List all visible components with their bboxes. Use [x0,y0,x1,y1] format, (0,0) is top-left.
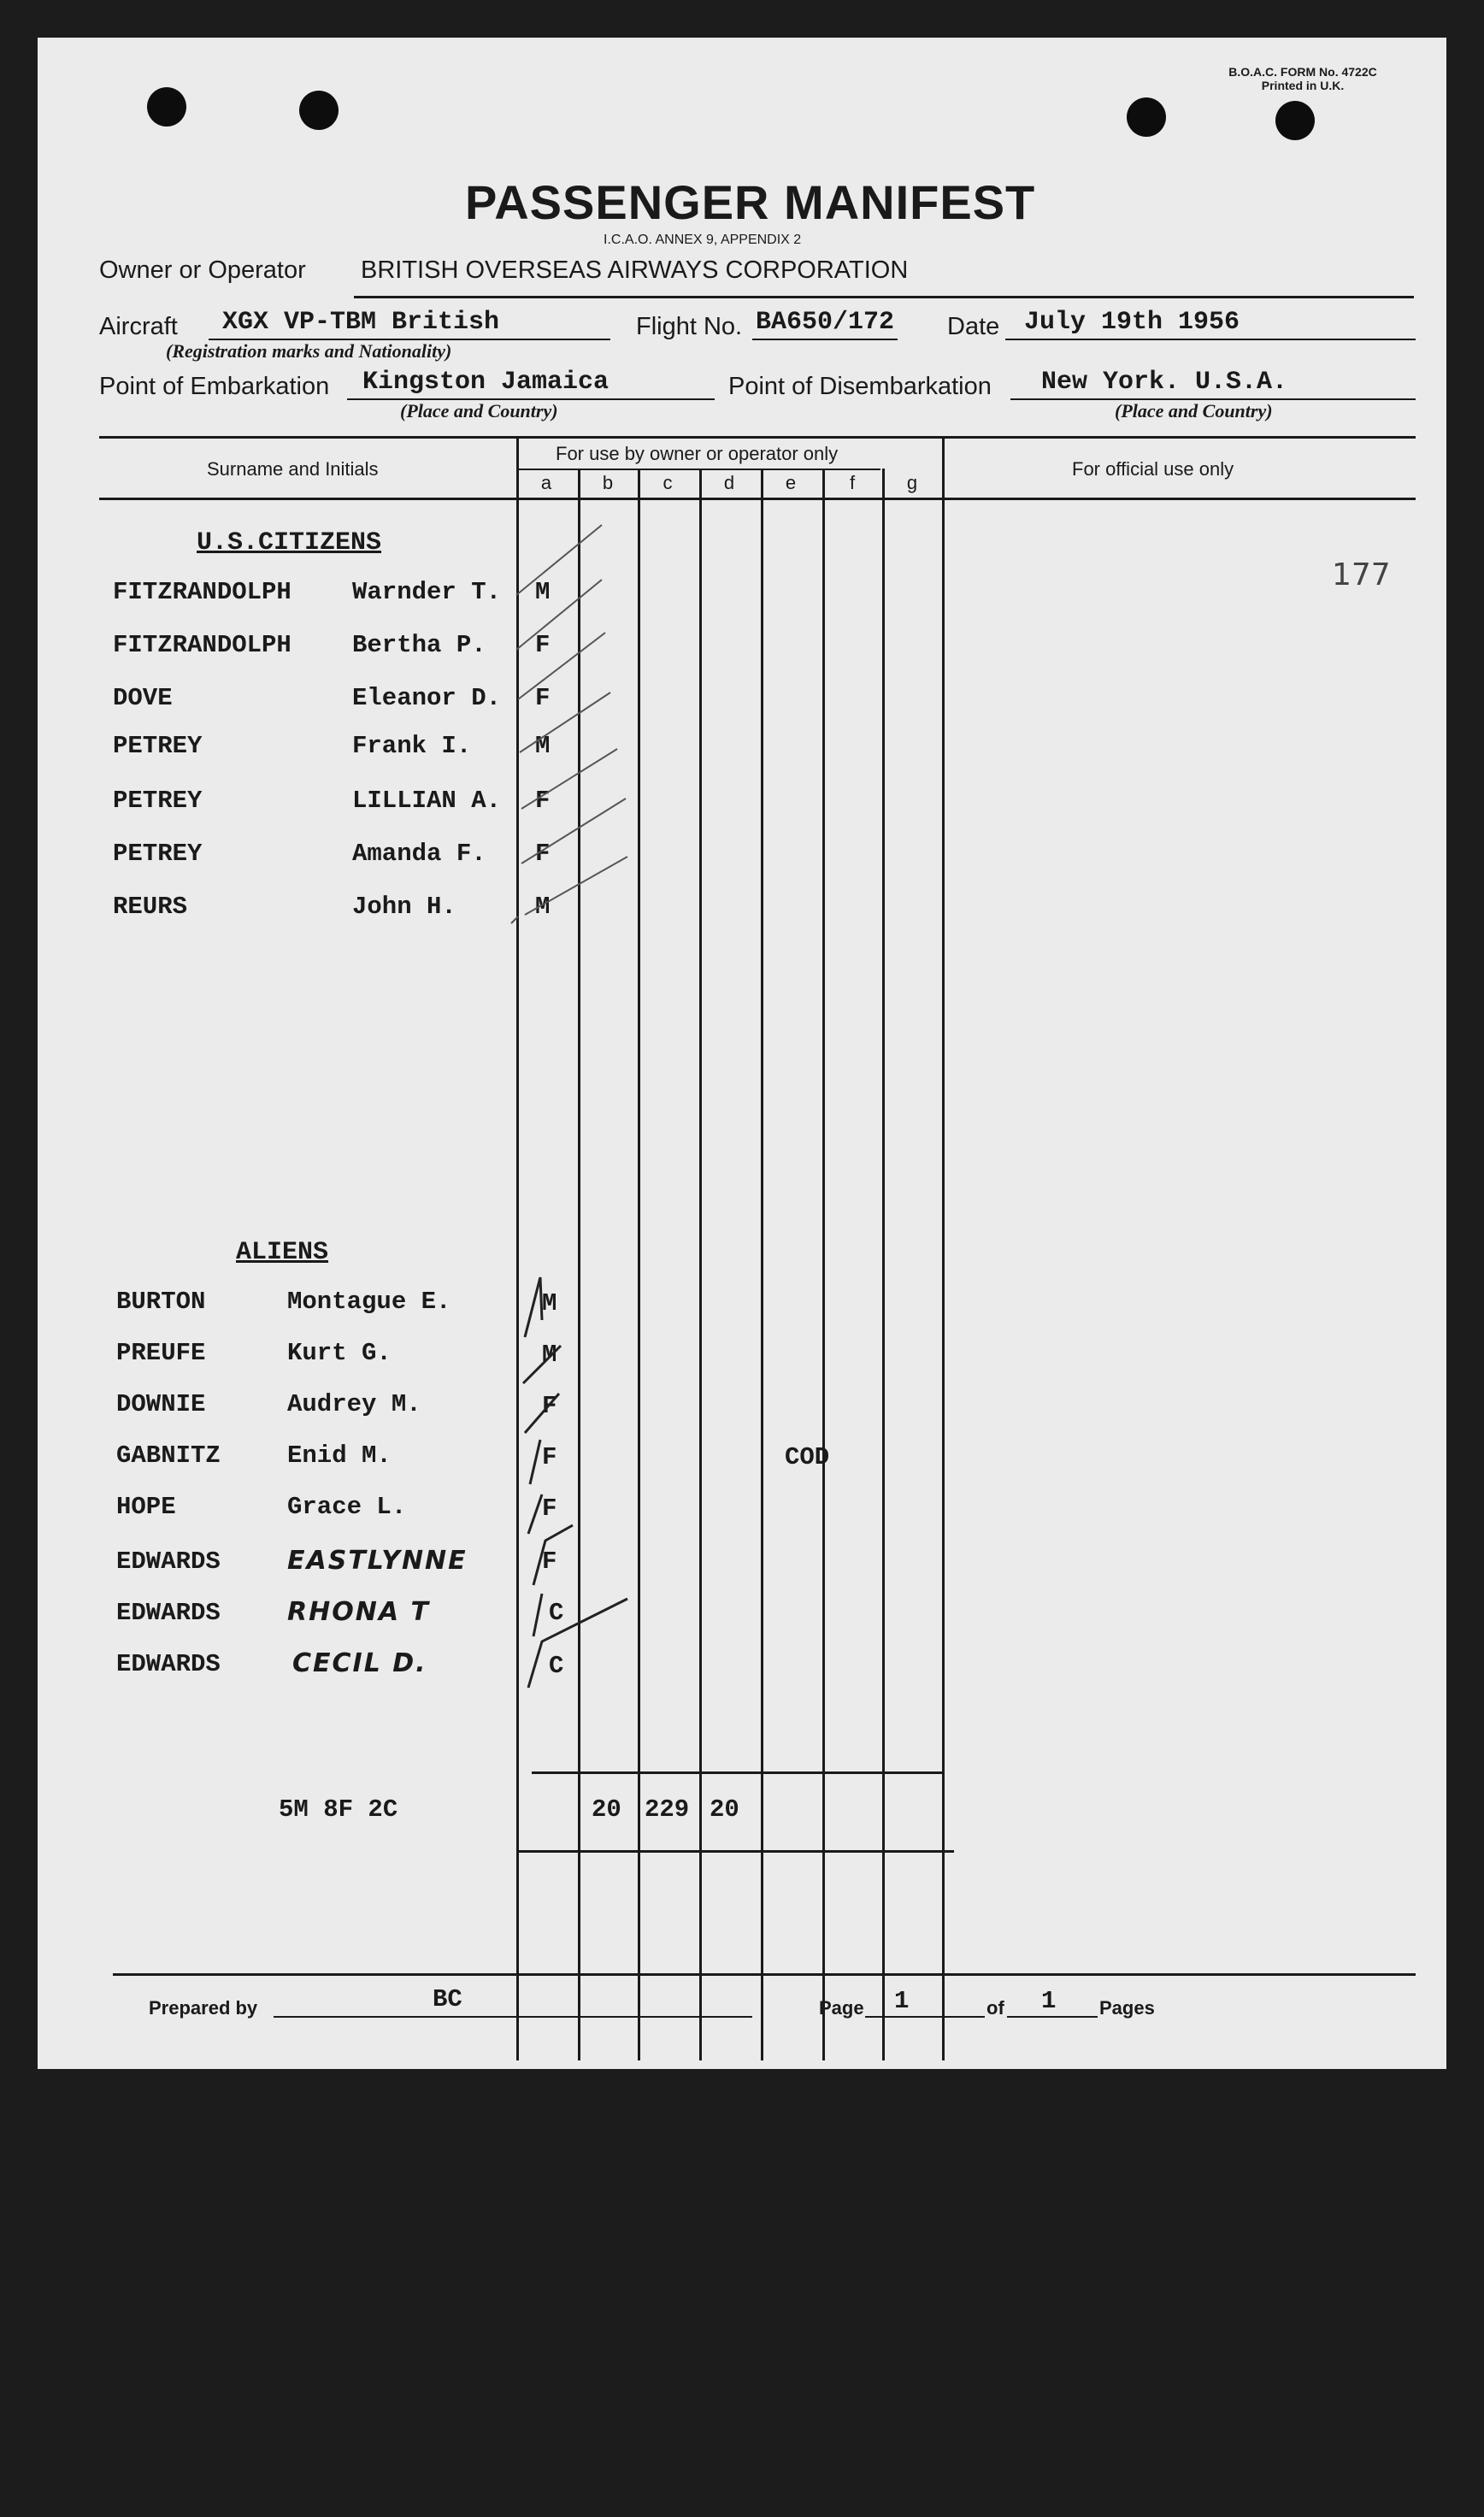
page-rule [865,2016,985,2018]
table-row-surname: REURS [113,893,188,921]
date-label: Date [947,313,1000,340]
table-top-rule [99,436,1416,439]
disembark-value: New York. U.S.A. [1041,368,1288,397]
owner-label: Owner or Operator [99,256,306,284]
table-row-sex: C [549,1652,564,1680]
table-row-sex: F [542,1392,557,1420]
totals-bottom-rule [516,1850,954,1853]
punch-hole-icon [1275,101,1315,140]
totals-col-c: 229 [645,1795,690,1824]
punch-hole-icon [299,91,339,130]
table-row-given: CECIL D. [292,1648,427,1678]
table-row-sex: C [549,1599,564,1627]
table-row-given: Grace L. [287,1493,407,1521]
prepared-by-label: Prepared by [149,1997,258,2019]
column-divider [942,436,945,2060]
table-row-surname: FITZRANDOLPH [113,631,292,659]
table-row-surname: EDWARDS [116,1650,221,1678]
table-row-surname: HOPE [116,1493,176,1521]
surname-header: Surname and Initials [207,458,379,480]
table-row-surname: GABNITZ [116,1441,221,1470]
form-number [1200,65,1405,92]
column-b-header: b [602,472,614,493]
column-divider [882,469,885,2060]
table-row-sex: M [535,893,551,921]
table-row-surname: BURTON [116,1288,206,1316]
of-rule [1007,2016,1098,2018]
totals-col-d: 20 [710,1795,739,1824]
owner-use-header: For use by owner or operator only [556,443,839,464]
embark-caption: (Place and Country) [400,400,558,421]
pages-label: Pages [1099,1997,1155,2019]
punch-hole-icon [1127,97,1166,137]
table-row-sex: F [535,684,551,712]
flight-value: BA650/172 [756,308,895,337]
disembark-label: Point of Disembarkation [728,373,992,400]
column-a-header: a [540,472,552,493]
column-d-header: d [723,472,735,493]
table-row-given: Audrey M. [287,1390,421,1418]
column-g-header: g [906,472,918,493]
page-label: Page [819,1997,864,2019]
table-row-sex: M [535,732,551,760]
page-value: 1 [894,1987,910,2015]
date-value: July 19th 1956 [1024,308,1240,337]
table-row-surname: FITZRANDOLPH [113,578,292,606]
footer-rule [113,1973,1416,1976]
column-divider [638,469,640,2060]
of-label: of [986,1997,1004,2019]
disembark-caption: (Place and Country) [1115,400,1273,421]
table-row-surname: PREUFE [116,1339,206,1367]
manifest-sheet [38,38,1446,2069]
section-heading-aliens: ALIENS [236,1238,329,1267]
table-row-sex: M [542,1289,557,1317]
table-row-remark: COD [785,1443,830,1471]
column-divider [761,469,763,2060]
table-row-sex: F [535,840,551,868]
table-row-sex: F [542,1547,557,1576]
embark-value: Kingston Jamaica [362,368,610,397]
section-heading-us-citizens: U.S.CITIZENS [197,528,382,557]
table-row-surname: PETREY [113,787,203,815]
owner-rule [354,296,1414,298]
embark-label: Point of Embarkation [99,373,330,400]
date-rule [1005,339,1416,340]
flight-rule [752,339,898,340]
checkmarks-icon [499,516,636,1799]
table-row-sex: M [542,1341,557,1369]
column-f-header: f [849,472,856,493]
table-row-given: LILLIAN A. [352,787,502,815]
table-row-surname: PETREY [113,840,203,868]
aircraft-value: XGX VP-TBM British [222,308,500,337]
table-row-surname: EDWARDS [116,1547,221,1576]
totals-col-b: 20 [592,1795,621,1824]
printed-in-text: Printed in U.K. [1261,79,1345,92]
table-row-given: RHONA T [287,1597,430,1627]
table-row-sex: F [535,631,551,659]
aircraft-caption: (Registration marks and Nationality) [166,340,452,362]
aircraft-label: Aircraft [99,313,178,340]
table-row-given: Frank I. [352,732,472,760]
table-header-mid-rule [516,469,880,470]
flight-label: Flight No. [636,313,743,340]
official-note: 177 [1332,557,1391,592]
column-divider [699,469,702,2060]
prepared-by-value: BC [433,1985,462,2013]
page-subtitle: I.C.A.O. ANNEX 9, APPENDIX 2 [604,233,802,247]
table-row-sex: F [542,1494,557,1523]
table-row-given: Kurt G. [287,1339,392,1367]
page-title: PASSENGER MANIFEST [465,175,1036,229]
form-number-text: B.O.A.C. FORM No. 4722C [1228,65,1377,79]
table-row-sex: F [535,787,551,815]
official-use-header: For official use only [1072,458,1234,480]
column-e-header: e [785,472,797,493]
table-row-surname: PETREY [113,732,203,760]
table-row-given: Montague E. [287,1288,451,1316]
totals-summary: 5M 8F 2C [279,1795,398,1824]
table-header-rule [99,498,1416,500]
table-row-given: Eleanor D. [352,684,502,712]
of-value: 1 [1041,1987,1057,2015]
table-row-given: Warnder T. [352,578,502,606]
table-row-given: John H. [352,893,456,921]
table-row-sex: F [542,1443,557,1471]
totals-top-rule [532,1771,942,1774]
owner-value: BRITISH OVERSEAS AIRWAYS CORPORATION [361,256,909,284]
table-row-given: Amanda F. [352,840,486,868]
table-row-given: EASTLYNNE [287,1546,468,1576]
prepared-by-rule [274,2016,752,2018]
table-row-given: Bertha P. [352,631,486,659]
table-row-surname: DOVE [113,684,173,712]
table-row-surname: DOWNIE [116,1390,206,1418]
table-row-given: Enid M. [287,1441,392,1470]
punch-hole-icon [147,87,186,127]
table-row-sex: M [535,578,551,606]
column-c-header: c [662,472,673,493]
column-divider [822,469,825,2060]
table-row-surname: EDWARDS [116,1599,221,1627]
